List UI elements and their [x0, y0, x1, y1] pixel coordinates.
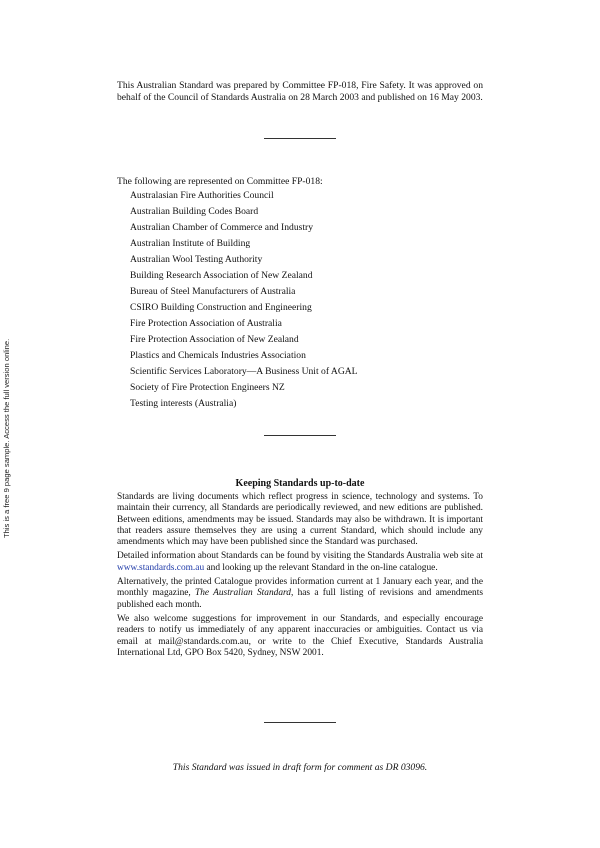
keeping-paragraph-3 — [117, 577, 483, 611]
divider-rule — [264, 722, 336, 723]
committee-member: Australian Chamber of Commerce and Industry — [130, 222, 314, 233]
draft-note-footer: This Standard was issued in draft form for comment as DR 03096. — [172, 762, 428, 773]
committee-member: Australian Building Codes Board — [130, 206, 259, 217]
keeping-paragraph-2 — [117, 551, 483, 574]
committee-member: Building Research Association of New Zealand — [130, 270, 313, 281]
committee-member: Society of Fire Protection Engineers NZ — [130, 382, 285, 393]
paragraph-3-text: Alternatively, the printed Catalogue provides information current at 1 January each year, and the monthly magazine, — [117, 577, 483, 599]
keeping-standards-heading: Keeping Standards up-to-date — [235, 478, 365, 489]
paragraph-2-text-end: and looking up the relevant Standard in the on-line catalogue. — [204, 562, 438, 573]
committee-member: Australian Wool Testing Authority — [130, 254, 263, 265]
committee-member: Plastics and Chemicals Industries Association — [130, 350, 306, 361]
sample-side-note-text: This is a free 9 page sample. Access the full version online. — [2, 338, 11, 538]
approval-statement: This Australian Standard was prepared by Committee FP-018, Fire Safety. It was approved on behalf of the Council of Standards Australia on 28 March 2003 and published on 16 May 2003. — [117, 80, 483, 103]
committee-member: Testing interests (Australia) — [130, 398, 237, 409]
committee-member: Fire Protection Association of New Zealand — [130, 334, 299, 345]
keeping-standards-section — [117, 492, 483, 659]
committee-member: Fire Protection Association of Australia — [130, 318, 282, 329]
committee-member: Bureau of Steel Manufacturers of Australia — [130, 286, 296, 297]
divider-rule — [264, 138, 336, 139]
committee-member: Australian Institute of Building — [130, 238, 251, 249]
paragraph-3-text-end: , has a full listing of revisions and amendments published each month. — [117, 588, 483, 610]
divider-rule — [264, 435, 336, 436]
keeping-paragraph-1: Standards are living documents which reflect progress in science, technology and systems. To maintain their currency, all Standards are periodically reviewed, and new editions are published. Between editions, amendments may be issued. Standards may also be withdrawn. It is important that readers assure themselves they are using a current Standard, which should include any amendments which may have been published since the Standard was purchased. — [117, 492, 483, 548]
paragraph-2-text: Detailed information about Standards can be found by visiting the Standards Australia web site at — [117, 551, 483, 562]
committee-member: CSIRO Building Construction and Engineering — [130, 302, 312, 313]
committee-member: Scientific Services Laboratory—A Business Unit of AGAL — [130, 366, 358, 377]
committee-member-list — [130, 190, 358, 414]
standards-website-link[interactable]: www.standards.com.au — [117, 562, 205, 573]
magazine-title: The Australian Standard — [195, 588, 291, 599]
sample-side-note — [2, 318, 16, 538]
keeping-paragraph-4: We also welcome suggestions for improvement in our Standards, and especially encourage readers to notify us immediately of any apparent inaccuracies or ambiguities. Contact us via email at mail@standards.com.au, or write to the Chief Executive, Standards Australia International Ltd, GPO Box 5420, Sydney, NSW 2001. — [117, 613, 483, 658]
committee-member: Australasian Fire Authorities Council — [130, 190, 274, 201]
committee-heading: The following are represented on Committee FP-018: — [117, 176, 323, 187]
